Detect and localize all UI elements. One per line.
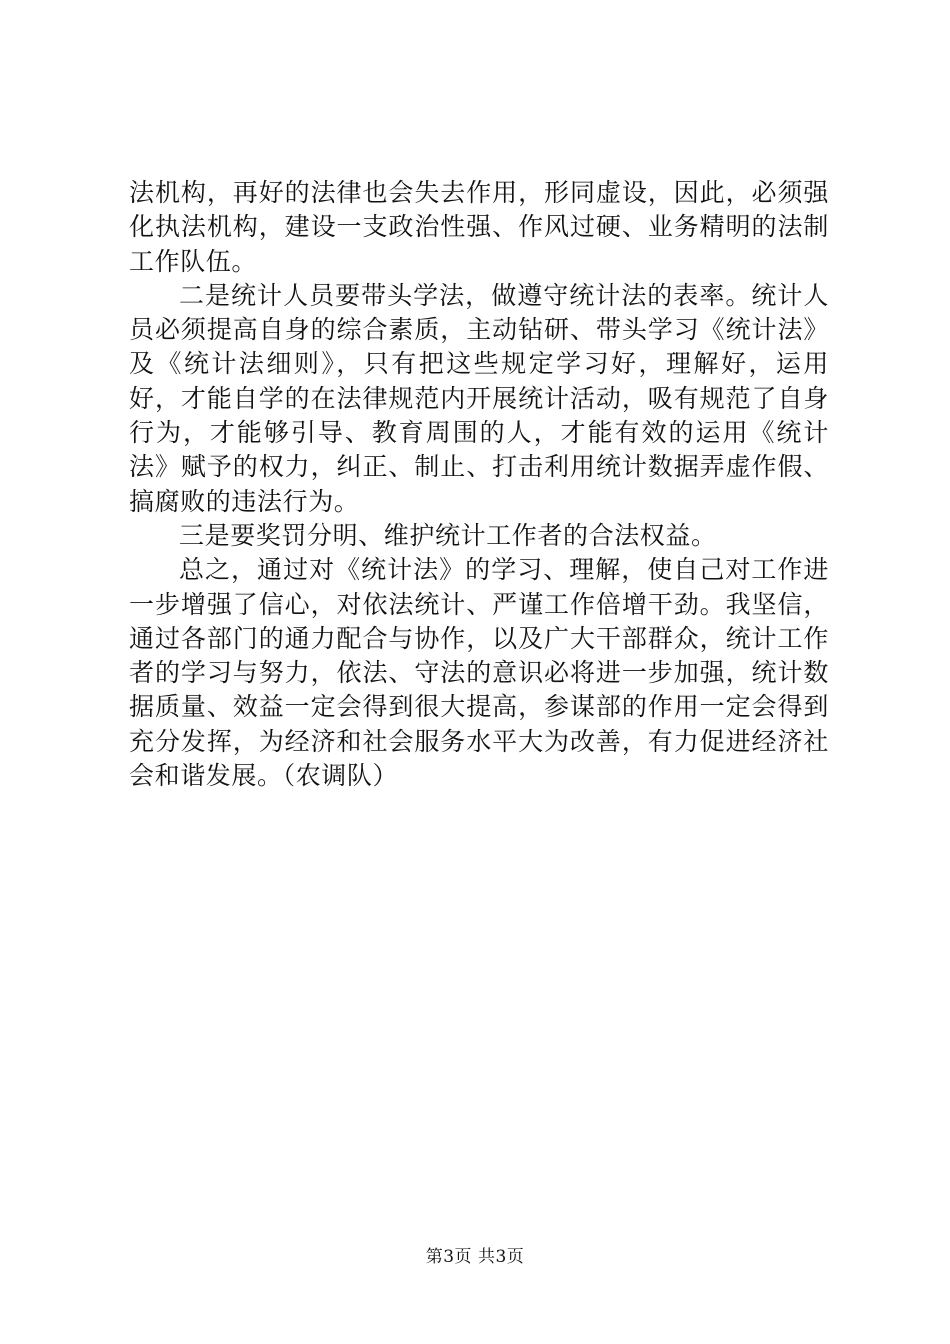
page-number-footer: 第3页 共3页 bbox=[425, 1247, 525, 1267]
document-body bbox=[129, 176, 829, 793]
paragraph-point-two: 二是统计人员要带头学法，做遵守统计法的表率。统计人员必须提高自身的综合素质，主动钻研、带头学习《统计法》及《统计法细则》，只有把这些规定学习好，理解好，运用好，才能自学的在法律规范内开展统计活动，吸有规范了自身行为，才能够引导、教育周围的人，才能有效的运用《统计法》赋予的权力，纠正、制止、打击利用统计数据弄虚作假、搞腐败的违法行为。 bbox=[129, 280, 829, 516]
paragraph-point-three: 三是要奖罚分明、维护统计工作者的合法权益。 bbox=[179, 520, 717, 550]
paragraph-conclusion: 总之，通过对《统计法》的学习、理解，使自己对工作进一步增强了信心，对依法统计、严谨工作倍增干劲。我坚信，通过各部门的通力配合与协作，以及广大干部群众，统计工作者的学习与努力，依法、守法的意识必将进一步加强，统计数据质量、效益一定会得到很大提高，参谋部的作用一定会得到充分发挥，为经济和社会服务水平大为改善，有力促进经济社会和谐发展。（农调队） bbox=[129, 555, 829, 791]
paragraph-continuation: 法机构，再好的法律也会失去作用，形同虚设，因此，必须强化执法机构，建设一支政治性强、作风过硬、业务精明的法制工作队伍。 bbox=[129, 178, 829, 276]
